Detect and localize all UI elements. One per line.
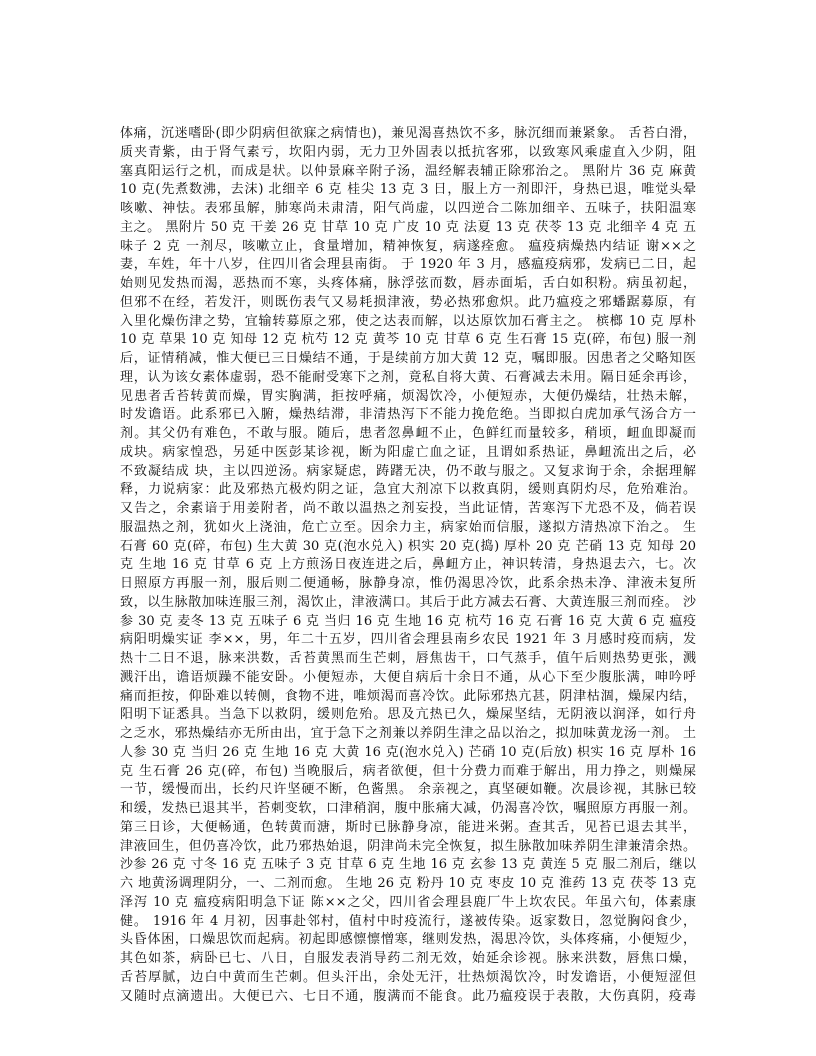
text-line: 时发谵语。此系邪已入腑，燥热结滞，非清热泻下不能力挽危绝。当即拟白虎加承气汤合方一 bbox=[120, 407, 696, 423]
text-line: 但邪不在经，若发汗，则既伤表气又易耗损津液，势必热邪愈炽。此乃瘟疫之邪蟠踞募原，有 bbox=[120, 294, 696, 310]
text-line: 六 地黄汤调理阴分，一、二剂而愈。 生地 26 克 粉丹 10 克 枣皮 10 克 淮药 13 克 茯苓 13 克 bbox=[120, 876, 696, 891]
text-line: 质夹青紫，由于肾气素亏，坎阳内弱，无力卫外固表以抵抗客邪，以致寒风乘虚直入少阴，阻 bbox=[120, 144, 696, 160]
text-line: 和缓，发热已退其半，苔刺变软，口津稍润，腹中胀痛大减，仍渴喜冷饮，嘱照原方再服一剂。 bbox=[120, 801, 696, 816]
text-line: 塞真阳运行之机，而成是状。以仲景麻辛附子汤，温经解表辅正除邪治之。 黑附片 36 克 麻黄 bbox=[120, 163, 696, 179]
text-line: 味子 2 克 一剂尽，咳嗽立止，食量增加，精神恢复，病遂痊愈。 瘟疫病燥热内结证 谢××之 bbox=[120, 238, 696, 254]
text-line: 津液回生，但仍喜冷饮，此乃邪热始退，阴津尚未完全恢复，拟生脉散加味养阴生津兼清余热。 bbox=[120, 838, 696, 854]
text-line: 又告之，余素谙于用姜附者，尚不敢以温热之剂妄投，当此证情，苦寒泻下尤恐不及，倘若误 bbox=[120, 501, 696, 516]
text-line: 咳嗽、神怯。表邪虽解，肺寒尚未肃清，阳气尚虚，以四逆合二陈加细辛、五味子，扶阳温寒 bbox=[120, 201, 696, 216]
text-line: 不致凝结成 块，主以四逆汤。病家疑虑，踌躇无决，仍不敢与服之。又复求询于余，余据理解 bbox=[120, 463, 696, 479]
text-line: 见患者舌苔转黄而燥，胃实胸满，拒按呼痛，烦渴饮冷，小便短赤，大便仍燥结，壮热未解， bbox=[120, 388, 696, 404]
text-line: 入里化燥伤津之势，宜输转募原之邪，使之达表而解，以达原饮加石膏主之。 槟榔 10 克 厚朴 bbox=[120, 313, 696, 329]
text-line: 致，以生脉散加味连服三剂，渴饮止，津液满口。其后于此方减去石膏、大黄连服三剂而痊。 沙 bbox=[120, 594, 696, 610]
text-line: 理，认为该女素体虚弱，恐不能耐受寒下之剂，竟私自将大黄、石膏减去未用。隔日延余再诊， bbox=[120, 369, 696, 385]
document-page bbox=[120, 125, 696, 1006]
text-line: 又随时点滴遗出。大便已六、七日不通，腹满而不能食。此乃瘟疫误于表散，大伤真阴，疫毒 bbox=[120, 988, 696, 1004]
text-line: 剂。其父仍有难色，不敢与服。随后，患者忽鼻衄不止，色鲜红而量较多，稍顷，衄血即凝而 bbox=[120, 426, 696, 441]
text-line: 石膏 60 克(碎，布包) 生大黄 30 克(泡水兑入) 枳实 20 克(捣) 厚朴 20 克 芒硝 13 克 知母 20 bbox=[120, 538, 696, 554]
text-line: 主之。 黑附片 50 克 干姜 26 克 甘草 10 克 广皮 10 克 法夏 13 克 茯苓 13 克 北细辛 4 克 五 bbox=[120, 219, 696, 235]
text-line: 健。 1916 年 4 月初，因事赴邻村，值村中时疫流行，遂被传染。返家数日，忽觉胸闷食少， bbox=[120, 913, 696, 929]
text-line: 10 克 草果 10 克 知母 12 克 杭芍 12 克 黄芩 10 克 甘草 6 克 生石膏 15 克(碎，布包) 服一剂 bbox=[120, 332, 696, 348]
text-line: 沙参 26 克 寸冬 16 克 五味子 3 克 甘草 6 克 生地 16 克 玄参 13 克 黄连 5 克 服二剂后，继以 bbox=[120, 857, 696, 873]
text-line: 克 生地 16 克 甘草 6 克 上方煎汤日夜连进之后，鼻衄方止，神识转清，身热退去六，七。次 bbox=[120, 557, 696, 573]
text-line: 溅汗出，谵语烦躁不能安卧。小便短赤，大便自病后十余日不通，从心下至少腹胀满，呻吟呼 bbox=[120, 669, 696, 685]
text-line: 参 30 克 麦冬 13 克 五味子 6 克 当归 16 克 生地 16 克 杭芍 16 克 石膏 16 克 大黄 6 克 瘟疫 bbox=[120, 613, 696, 629]
text-line: 热十二日不退，脉来洪数，舌苔黄黑而生芒刺，唇焦齿干，口气蒸手，值午后则热势更张，溅 bbox=[120, 651, 696, 666]
text-line: 日照原方再服一剂，服后则二便通畅，脉静身凉，惟仍渴思冷饮，此系余热未净、津液未复所 bbox=[120, 576, 696, 591]
text-line: 服温热之剂，犹如火上浇油，危亡立至。因余力主，病家始而信服，遂拟方清热凉下治之。 生 bbox=[120, 519, 696, 535]
text-line: 人参 30 克 当归 26 克 生地 16 克 大黄 16 克(泡水兑入) 芒硝 10 克(后放) 枳实 16 克 厚朴 16 bbox=[120, 744, 696, 760]
text-line: 之乏水，邪热燥结亦无所由出，宜于急下之剂兼以养阴生津之品以治之，拟加味黄龙汤一剂。 土 bbox=[120, 726, 696, 741]
text-line: 妻，车姓，年十八岁，住四川省会理县南街。 于 1920 年 3 月，感瘟疫病邪，发病已二日，起 bbox=[120, 257, 696, 273]
text-line: 病阳明燥实证 李××，男，年二十五岁，四川省会理县南乡农民 1921 年 3 月感时疫而病，发 bbox=[120, 632, 696, 648]
text-line: 体痛，沉迷嗜卧(即少阴病但欲寐之病情也)，兼见渴喜热饮不多，脉沉细而兼紧象。 舌苔白滑， bbox=[120, 126, 696, 141]
text-line: 一节，缓慢而出，长约尺许坚硬不断，色酱黑。 余亲视之，真坚硬如鞭。次晨诊视，其脉已较 bbox=[120, 782, 696, 798]
text-line: 克 生石膏 26 克(碎，布包) 当晚服后，病者欲便，但十分费力而难于解出，用力挣之，则燥屎 bbox=[120, 763, 696, 779]
text-line: 头昏体困，口燥思饮而起病。初起即感懔懔憎寒，继则发热，渴思冷饮，头体疼痛，小便短少， bbox=[120, 932, 696, 948]
text-line: 阳明下证悉具。当急下以救阴，缓则危殆。思及亢热已久，燥屎坚结，无阴液以润泽，如行舟 bbox=[120, 707, 696, 723]
text-line: 泽泻 10 克 瘟疫病阳明急下证 陈××之父，四川省会理县鹿厂牛上坎农民。年虽六旬，体素康 bbox=[120, 894, 696, 910]
text-line: 第三日诊，大便畅通，色转黄而溏，斯时已脉静身凉，能进米粥。查其舌，见苔已退去其半， bbox=[120, 819, 696, 835]
text-line: 其色如茶，病卧已七、八日，自服发表消导药二剂无效，始延余诊视。脉来洪数，唇焦口燥， bbox=[120, 951, 696, 966]
text-line: 释，力说病家：此及邪热亢极灼阴之证，急宜大剂凉下以救真阴，缓则真阴灼尽，危殆难治。 bbox=[120, 482, 696, 498]
text-line: 舌苔厚腻，边白中黄而生芒刺。但头汗出，余处无汗，壮热烦渴饮冷，时发谵语，小便短涩但 bbox=[120, 969, 696, 985]
text-line: 后，证情稍减，惟大便已三日燥结不通，于是续前方加大黄 12 克，嘱即服。因患者之父略知医 bbox=[120, 351, 696, 366]
text-line: 始则见发热而渴，恶热而不寒，头疼体痛，脉浮弦而数，唇赤面垢，舌白如积粉。病虽初起， bbox=[120, 276, 696, 291]
text-line: 10 克(先煮数沸，去沫) 北细辛 6 克 桂尖 13 克 3 日，服上方一剂即汗，身热已退，唯觉头晕 bbox=[120, 182, 696, 198]
text-line: 痛而拒按，仰卧难以转侧，食物不进，唯烦渴而喜冷饮。此际邪热亢甚，阴津枯涸，燥屎内结， bbox=[120, 688, 696, 704]
text-line: 成块。病家惶恐，另延中医彭某诊视，断为阳虚亡血之证，且谓如系热证，鼻衄流出之后，必 bbox=[120, 444, 696, 460]
